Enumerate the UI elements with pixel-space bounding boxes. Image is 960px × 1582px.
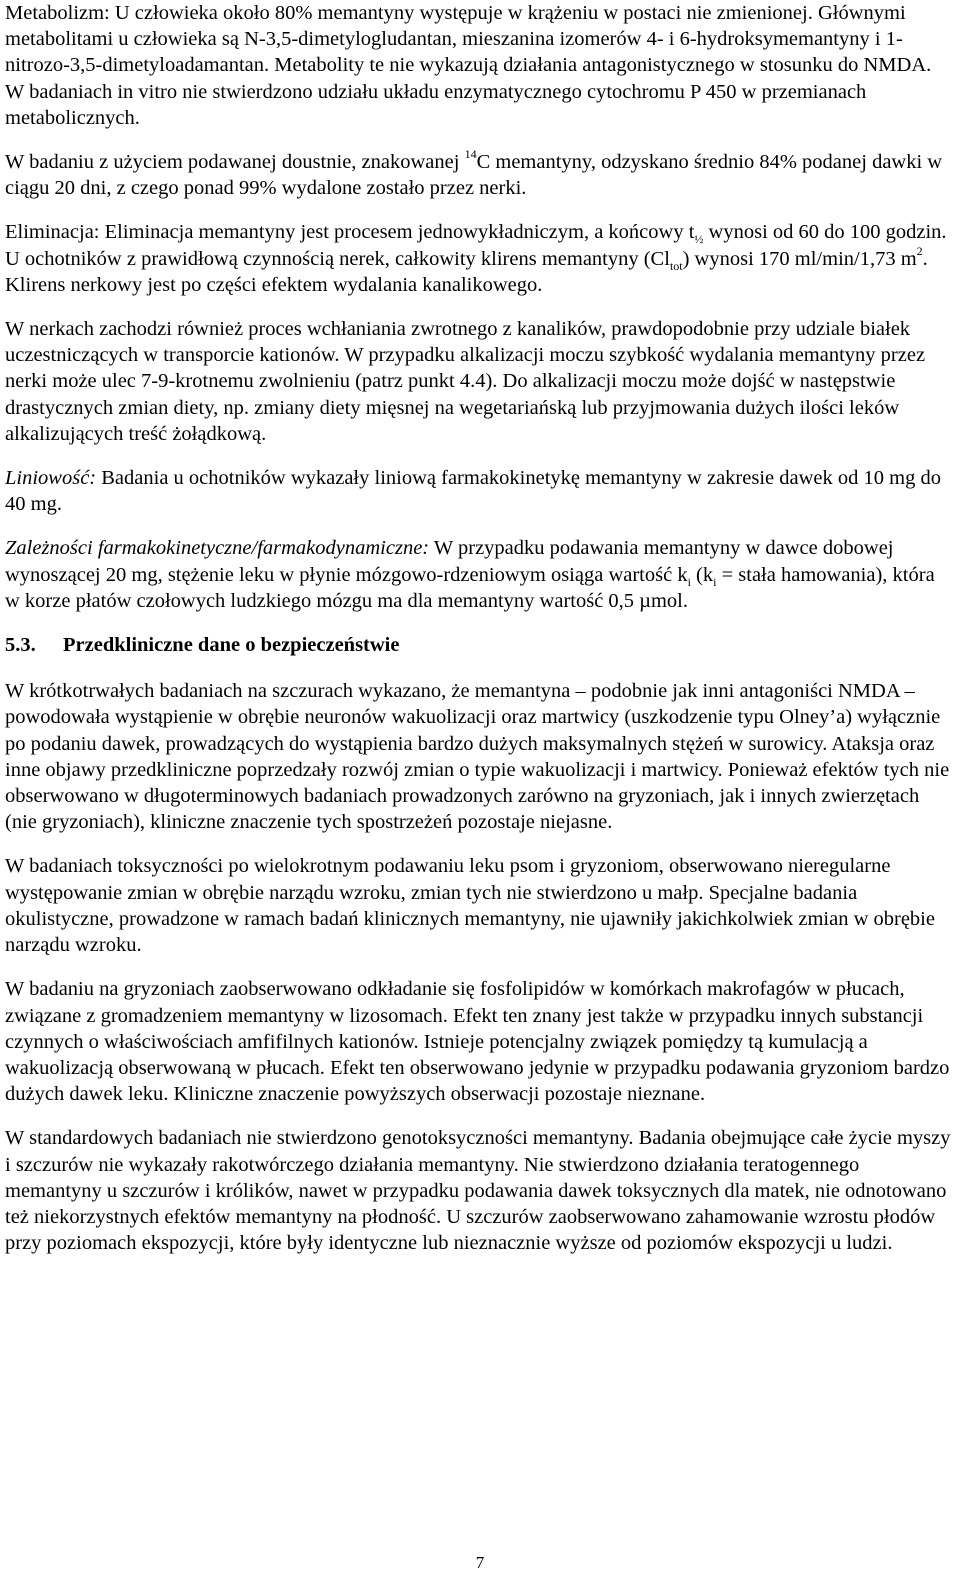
c14-text-after: C memantyny, odzyskano średnio 84% podanej dawki w ciągu 20 dni, z czego ponad 99% wydalone zostało przez nerki. <box>5 151 943 200</box>
ki-subscript-1: i <box>687 574 691 589</box>
section-title: Przedkliniczne dane o bezpieczeństwie <box>63 634 400 657</box>
pk-pd-label: Zależności farmakokinetyczne/farmakodynamiczne: <box>5 537 430 560</box>
paragraph-phospholipid: W badaniu na gryzoniach zaobserwowano odkładanie się fosfolipidów w komórkach makrofagów w płucach, związane z gromadzeniem memantyny w lizosomach. Efekt ten znany jest także w przypadku innych substancji czynnych o właściwościach amfifilnych kationów. Istnieje potencjalny związek pomiędzy tą kumulacją a wakuolizacją obserwowaną w płucach. Efekt ten obserwowano jedynie w przypadku podawania gryzoniom bardzo dużych dawek leku. Kliniczne znaczenie powyższych obserwacji pozostaje nieznane. <box>5 978 950 1106</box>
paragraph-elimination <box>5 219 952 298</box>
c14-superscript: 14 <box>464 147 477 162</box>
c14-text-before: W badaniu z użyciem podawanej doustnie, znakowanej <box>5 151 465 174</box>
paragraph-c14-study <box>5 149 952 201</box>
elimination-text-1: Eliminacja: Eliminacja memantyny jest procesem jednowykładniczym, a końcowy t <box>5 221 695 244</box>
pk-pd-text-2: (k <box>690 563 714 586</box>
square-superscript: 2 <box>916 243 923 258</box>
linearity-text: Badania u ochotników wykazały liniową farmakokinetykę memantyny w zakresie dawek od 10 mg do 40 mg. <box>5 467 941 516</box>
pk-pd-text-1: W przypadku podawania memantyny w dawce dobowej wynoszącej 20 mg, stężenie leku w płynie mózgowo-rdzeniowym osiąga wartość k <box>5 537 894 586</box>
elimination-text-4: . Klirens nerkowy jest po części efektem wydalania kanalikowego. <box>5 247 928 296</box>
paragraph-metabolism: Metabolizm: U człowieka około 80% memantyny występuje w krążeniu w postaci nie zmienionej. Głównymi metabolitami u człowieka są N-3,5-dimetylogludantan, mieszanina izomerów 4- i 6-hydroksymemantyny i 1-nitrozo-3,5-dimetyloadamantan. Metabolity te nie wykazują działania antagonistycznego w stosunku do NMDA. W badaniach in vitro nie stwierdzono udziału układu enzymatycznego cytochromu P 450 w przemianach metabolicznych. <box>5 2 932 129</box>
pk-pd-text-3: = stała hamowania), która w korze płatów czołowych ludzkiego mózgu ma dla memantyny wartość 0,5 µmol. <box>5 563 935 612</box>
half-life-subscript: ½ <box>694 232 704 247</box>
elimination-text-2: wynosi od 60 do 100 godzin. U ochotników z prawidłową czynnością nerek, całkowity klirens memantyny (Cl <box>5 221 947 270</box>
section-heading <box>5 632 952 658</box>
paragraph-genotoxicity: W standardowych badaniach nie stwierdzono genotoksyczności memantyny. Badania obejmujące całe życie myszy i szczurów nie wykazały rakotwórczego działania memantyny. Nie stwierdzono działania teratogennego memantyny u szczurów i królików, nawet w przypadku podawania dawek toksycznych dla matek, nie odnotowano też niekorzystnych efektów memantyny na płodność. U szczurów zaobserwowano zahamowanie wzrostu płodów przy poziomach ekspozycji, które były identyczne lub nieznacznie wyższe od poziomów ekspozycji u ludzi. <box>5 1127 951 1255</box>
document-page <box>5 0 952 1274</box>
paragraph-linearity <box>5 465 952 517</box>
ki-subscript-2: i <box>713 574 717 589</box>
paragraph-kidney: W nerkach zachodzi również proces wchłaniania zwrotnego z kanalików, prawdopodobnie przy udziale białek uczestniczących w transporcie kationów. W przypadku alkalizacji moczu szybkość wydalania memantyny przez nerki może ulec 7-9-krotnemu zwolnieniu (patrz punkt 4.4). Do alkalizacji moczu może dojść w następstwie drastycznych zmian diety, np. zmiany diety mięsnej na wegetariańską lub przyjmowania dużych ilości leków alkalizujących treść żołądkową. <box>5 318 926 445</box>
elimination-text-3: ) wynosi 170 ml/min/1,73 m <box>682 247 917 270</box>
linearity-label: Liniowość: <box>5 467 97 490</box>
section-number: 5.3. <box>5 634 36 657</box>
paragraph-dogs: W badaniach toksyczności po wielokrotnym podawaniu leku psom i gryzoniom, obserwowano nieregularne występowanie zmian w obrębie narządu wzroku, zmian tych nie stwierdzono u małp. Specjalne badania okulistyczne, prowadzone w ramach badań klinicznych memantyny, nie ujawniły jakichkolwiek zmian w obrębie narządu wzroku. <box>5 855 935 957</box>
clearance-subscript: tot <box>669 258 683 273</box>
paragraph-pk-pd <box>5 535 952 614</box>
page-number: 7 <box>475 1553 485 1572</box>
paragraph-rats: W krótkotrwałych badaniach na szczurach wykazano, że memantyna – podobnie jak inni antagoniści NMDA – powodowała wystąpienie w obrębie neuronów wakuolizacji oraz martwicy (uszkodzenie typu Olney’a) wyłącznie po podaniu dawek, prowadzących do wystąpienia bardzo dużych maksymalnych stężeń w surowicy. Ataksja oraz inne objawy przedkliniczne poprzedzały rozwój zmian o typie wakuolizacji i martwicy. Ponieważ efektów tych nie obserwowano w długoterminowych badaniach prowadzonych zarówno na gryzoniach, jak i innych zwierzętach (nie gryzoniach), kliniczne znaczenie tych spostrzeżeń pozostaje niejasne. <box>5 680 950 834</box>
